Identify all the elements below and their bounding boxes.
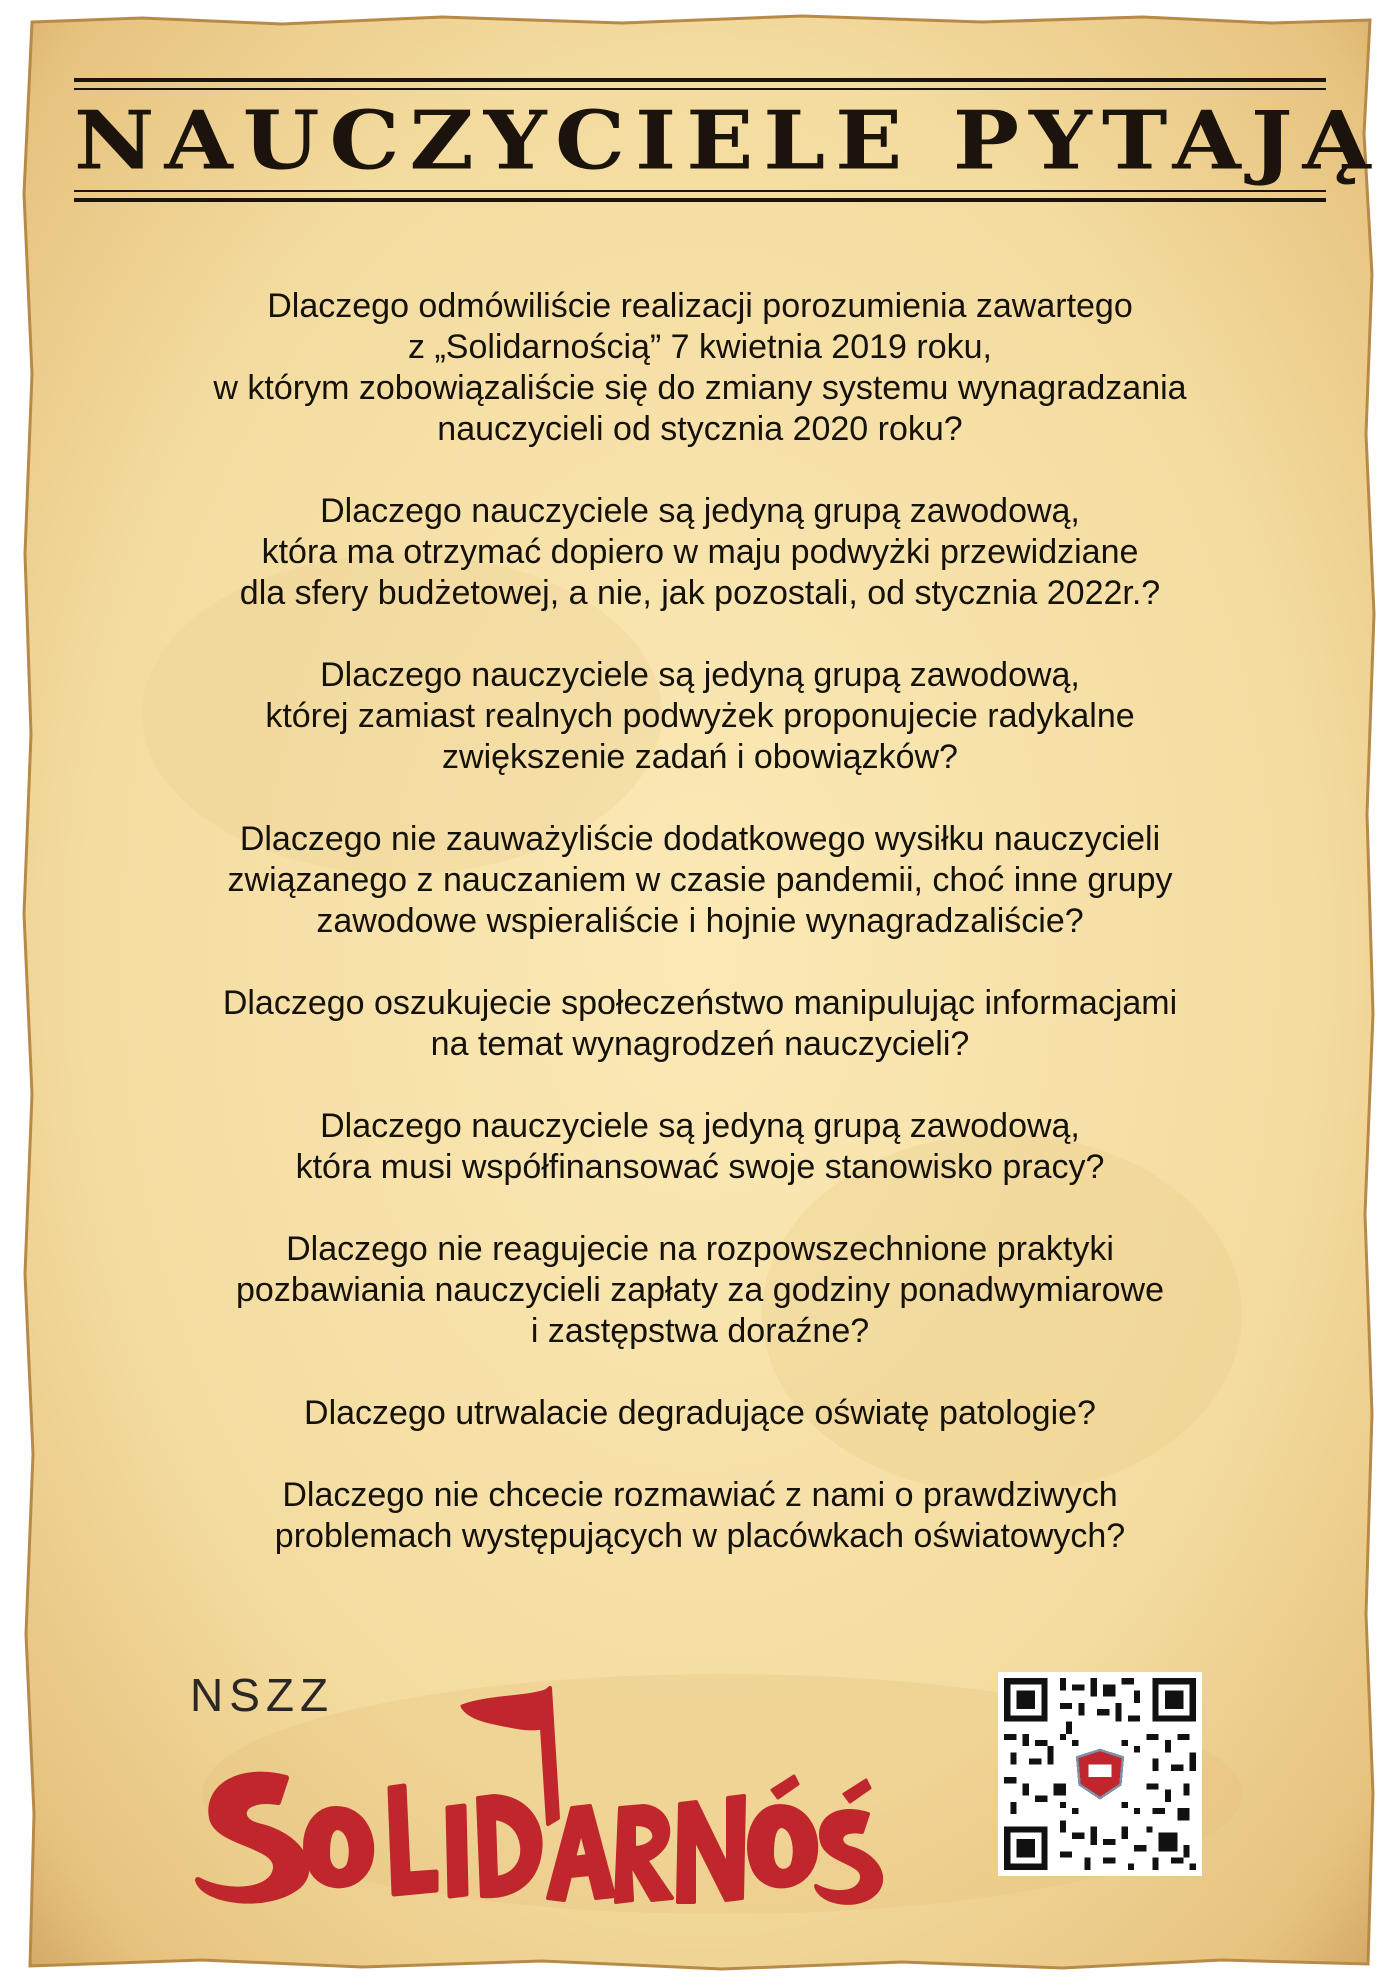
question-line: w którym zobowiązaliście się do zmiany systemu wynagradzania — [213, 369, 1187, 407]
question-line: dla sfery budżetowej, a nie, jak pozostali, od stycznia 2022r.? — [239, 574, 1161, 612]
question-line: na temat wynagrodzeń nauczycieli? — [430, 1025, 970, 1063]
question-line: Dlaczego nie zauważyliście dodatkowego wysiłku nauczycieli — [239, 820, 1161, 858]
question-line: i zastępstwa doraźne? — [530, 1312, 870, 1350]
question-line: Dlaczego utrwalacie degradujące oświatę patologie? — [304, 1394, 1096, 1432]
question-line: której zamiast realnych podwyżek proponujecie radykalne — [265, 697, 1135, 735]
question-line: Dlaczego nauczyciele są jedyną grupą zawodową, — [320, 656, 1080, 694]
question-line: problemach występujących w placówkach oświatowych? — [274, 1517, 1126, 1555]
question-paragraph — [82, 983, 1318, 1065]
question-line: związanego z nauczaniem w czasie pandemii, choć inne grupy — [227, 861, 1173, 899]
title-rule-top-thin — [74, 88, 1326, 90]
question-line: Dlaczego nie reagujecie na rozpowszechnione praktyki — [286, 1230, 1114, 1268]
title-banner — [74, 78, 1381, 206]
question-list — [82, 286, 1318, 1598]
title-rule-bottom-thin — [74, 190, 1326, 192]
question-line: Dlaczego nie chcecie rozmawiać z nami o prawdziwych — [282, 1476, 1118, 1514]
question-line: zawodowe wspieraliście i hojnie wynagradzaliście? — [316, 902, 1084, 940]
solidarnosc-logo — [168, 1648, 888, 1948]
title-rule-top — [74, 78, 1326, 82]
qr-code-icon — [998, 1672, 1202, 1876]
title-rule-bottom — [74, 198, 1326, 202]
question-paragraph — [82, 1393, 1318, 1434]
solidarnosc-wordmark — [168, 1648, 888, 1948]
qr-code-graphic — [998, 1672, 1202, 1876]
question-line: Dlaczego odmówiliście realizacji porozumienia zawartego — [267, 287, 1133, 325]
page-title: NAUCZYCIELE PYTAJĄ — [74, 92, 1381, 188]
question-line: zwiększenie zadań i obowiązków? — [442, 738, 958, 776]
question-paragraph — [82, 655, 1318, 778]
question-paragraph — [82, 1229, 1318, 1352]
question-paragraph — [82, 286, 1318, 450]
question-paragraph — [82, 819, 1318, 942]
question-line: Dlaczego nauczyciele są jedyną grupą zawodową, — [320, 492, 1080, 530]
question-line: pozbawiania nauczycieli zapłaty za godziny ponadwymiarowe — [236, 1271, 1164, 1309]
question-line: Dlaczego nauczyciele są jedyną grupą zawodową, — [320, 1107, 1080, 1145]
question-line: Dlaczego oszukujecie społeczeństwo manipulując informacjami — [222, 984, 1178, 1022]
question-paragraph — [82, 1475, 1318, 1557]
question-paragraph — [82, 1106, 1318, 1188]
nszz-label: NSZZ — [190, 1669, 335, 1721]
question-line: która musi współfinansować swoje stanowisko pracy? — [295, 1148, 1105, 1186]
question-line: nauczycieli od stycznia 2020 roku? — [437, 410, 963, 448]
question-paragraph — [82, 491, 1318, 614]
question-line: która ma otrzymać dopiero w maju podwyżki przewidziane — [261, 533, 1139, 571]
question-line: z „Solidarnością” 7 kwietnia 2019 roku, — [408, 328, 992, 366]
